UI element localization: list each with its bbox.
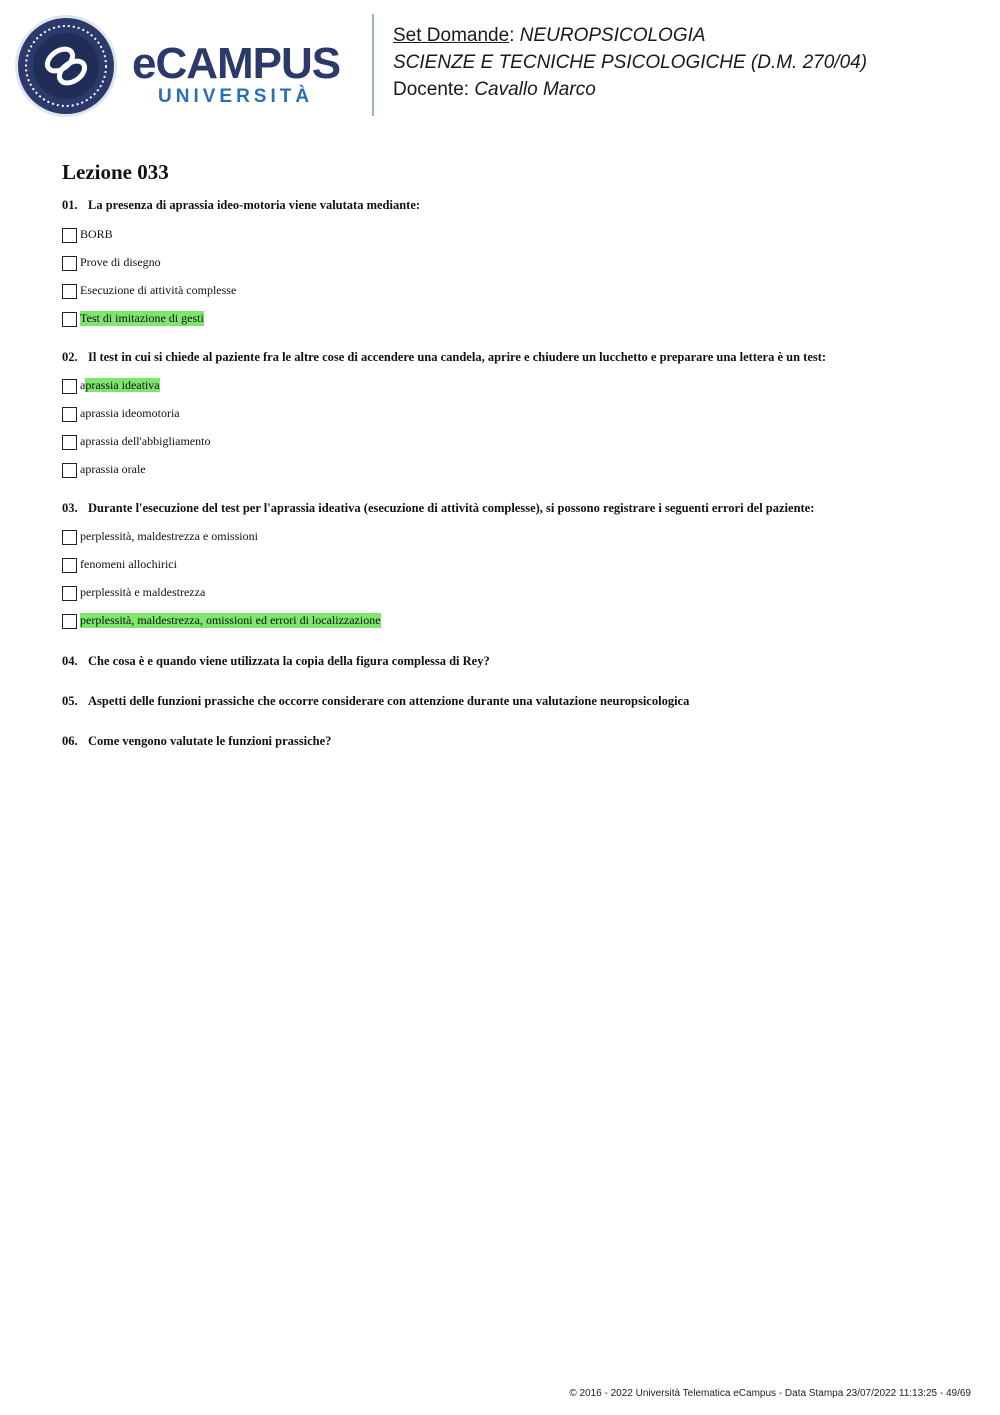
- question-text: [62, 652, 962, 670]
- answer-label-prefix: a: [80, 378, 86, 392]
- answer-label-highlighted: prassia ideativa: [85, 378, 160, 392]
- question-number: 05.: [62, 694, 78, 708]
- answer-option[interactable]: [62, 431, 962, 459]
- answer-checkbox[interactable]: [62, 614, 77, 629]
- set-domande-line: Set Domande: NEUROPSICOLOGIA: [393, 25, 706, 46]
- question-label: Aspetti delle funzioni prassiche che occorre considerare con attenzione durante una valutazione neuropsicologica: [88, 694, 690, 708]
- answer-label: BORB: [80, 227, 113, 241]
- question-label: Il test in cui si chiede al paziente fra le altre cose di accendere una candela, aprire e chiudere un lucchetto e preparare una lettera è un test:: [88, 350, 827, 364]
- set-label: Set Domande: [393, 25, 510, 46]
- question-text: [62, 196, 962, 214]
- answer-label: aprassia ideomotoria: [80, 406, 180, 420]
- page-footer: © 2016 - 2022 Università Telematica eCampus - Data Stampa 23/07/2022 11:13:25 - 49/69: [569, 1388, 971, 1399]
- answer-checkbox[interactable]: [62, 558, 77, 573]
- answer-option[interactable]: [62, 582, 962, 610]
- question-label: Che cosa è e quando viene utilizzata la copia della figura complessa di Rey?: [88, 654, 490, 668]
- answer-label: perplessità, maldestrezza e omissioni: [80, 529, 258, 543]
- university-seal-icon: [14, 14, 118, 118]
- answer-checkbox[interactable]: [62, 284, 77, 299]
- answer-option[interactable]: [62, 554, 962, 582]
- docente-line: [393, 76, 867, 103]
- answer-option[interactable]: [62, 280, 962, 308]
- set-value: NEUROPSICOLOGIA: [519, 25, 706, 46]
- answer-checkbox[interactable]: [62, 586, 77, 601]
- header-divider: [372, 14, 374, 116]
- answer-checkbox[interactable]: [62, 256, 77, 271]
- question-number: 03.: [62, 501, 78, 515]
- answer-label: Esecuzione di attività complesse: [80, 283, 237, 297]
- lesson-title: Lezione 033: [62, 160, 169, 184]
- question-label: Durante l'esecuzione del test per l'aprassia ideativa (esecuzione di attività complesse), si possono registrare i seguenti errori del paziente:: [88, 501, 815, 515]
- question-text: [62, 348, 962, 366]
- question-number: 04.: [62, 654, 78, 668]
- course-line: SCIENZE E TECNICHE PSICOLOGICHE (D.M. 270/04): [393, 52, 868, 73]
- ecampus-logo: [132, 40, 356, 114]
- question-number: 06.: [62, 734, 78, 748]
- answer-checkbox[interactable]: [62, 228, 77, 243]
- answer-option[interactable]: [62, 252, 962, 280]
- answer-checkbox[interactable]: [62, 312, 77, 327]
- answer-checkbox[interactable]: [62, 379, 77, 394]
- answer-option[interactable]: [62, 224, 962, 252]
- page-header: [0, 0, 1000, 130]
- answer-label-highlighted: Test di imitazione di gesti: [80, 311, 204, 325]
- answer-checkbox[interactable]: [62, 530, 77, 545]
- question-block: [62, 348, 962, 487]
- answer-label: Prove di disegno: [80, 255, 161, 269]
- header-info: [393, 22, 867, 103]
- question-label: Come vengono valutate le funzioni prassiche?: [88, 734, 332, 748]
- answer-option-correct[interactable]: [62, 610, 962, 638]
- docente-value: Cavallo Marco: [474, 79, 596, 100]
- question-block: [62, 196, 962, 336]
- answer-option[interactable]: [62, 459, 962, 487]
- question-number: 02.: [62, 350, 78, 364]
- question-block: [62, 499, 962, 638]
- answer-label: aprassia dell'abbigliamento: [80, 434, 211, 448]
- answer-label: [80, 378, 160, 393]
- logo-text: eCAMPUS: [132, 39, 341, 88]
- question-text: [62, 692, 962, 710]
- questions-list: [62, 196, 962, 750]
- question-label: La presenza di aprassia ideo-motoria viene valutata mediante:: [88, 198, 421, 212]
- answer-checkbox[interactable]: [62, 435, 77, 450]
- docente-label: Docente:: [393, 79, 470, 100]
- question-text: [62, 732, 962, 750]
- logo-subtext: UNIVERSITÀ: [158, 86, 314, 107]
- answer-label: aprassia orale: [80, 462, 146, 476]
- answer-label: perplessità e maldestrezza: [80, 585, 206, 599]
- answer-option-correct[interactable]: [62, 308, 962, 336]
- answer-checkbox[interactable]: [62, 463, 77, 478]
- answer-checkbox[interactable]: [62, 407, 77, 422]
- answer-option-correct[interactable]: [62, 375, 962, 403]
- question-number: 01.: [62, 198, 78, 212]
- answer-option[interactable]: [62, 403, 962, 431]
- question-text: [62, 499, 962, 517]
- answer-label-highlighted: perplessità, maldestrezza, omissioni ed errori di localizzazione: [80, 613, 381, 627]
- answer-option[interactable]: [62, 526, 962, 554]
- answer-label: fenomeni allochirici: [80, 557, 177, 571]
